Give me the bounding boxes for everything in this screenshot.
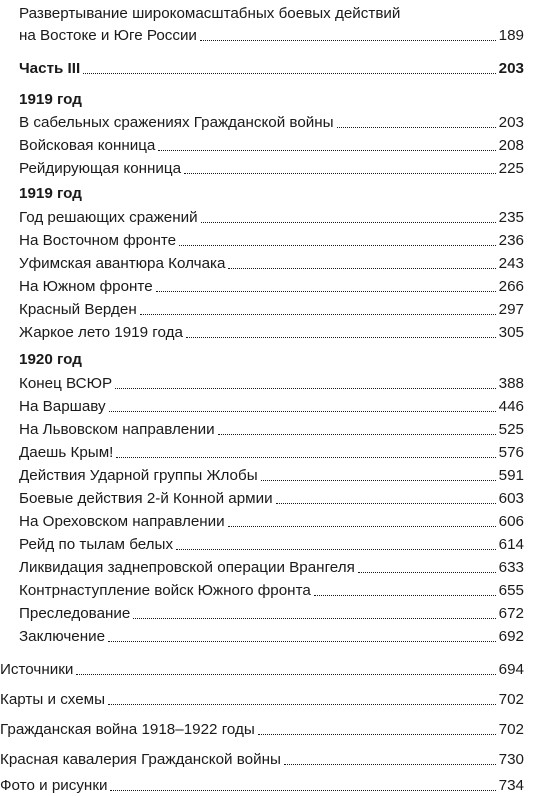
section-heading-text: 1920 год [19,351,82,368]
toc-entry-page: 591 [498,467,524,484]
toc-entry-title: Красный Верден [19,301,137,318]
toc-entry-page: 606 [498,513,524,530]
dot-leader [184,173,496,174]
dot-leader [201,222,496,223]
toc-entry[interactable] [19,462,524,485]
toc-entry-title: Действия Ударной группы Жлобы [19,467,258,484]
toc-entry-title: Рейд по тылам белых [19,536,174,553]
toc-entry[interactable] [19,109,524,132]
dot-leader [110,790,495,791]
toc-entry-title: Рейдирующая конница [19,160,182,177]
toc-entry[interactable] [19,531,524,554]
toc-entry[interactable] [19,132,524,155]
dot-leader [133,618,495,619]
toc-entry-page: 702 [498,721,524,738]
toc-entry[interactable] [19,416,524,439]
dot-leader [228,268,495,269]
dot-leader [109,411,496,412]
toc-entry-page: 446 [498,398,524,415]
toc-entry-title: Контрнаступление войск Южного фронта [19,582,311,599]
toc-entry-title: Конец ВСЮР [19,375,113,392]
toc-entry-title: В сабельных сражениях Гражданской войны [19,114,334,131]
toc-entry-title: Красная кавалерия Гражданской войны [0,751,281,768]
toc-entry[interactable] [19,439,524,462]
section-heading-text: 1919 год [19,185,82,202]
toc-entry[interactable] [19,250,524,273]
toc-entry-page: 243 [498,255,524,272]
toc-entry-part3[interactable] [19,55,524,78]
toc-entry-title: На Львовском направлении [19,421,215,438]
dot-leader [176,549,496,550]
toc-entry[interactable] [19,319,524,342]
toc-entry-page: 266 [498,278,524,295]
dot-leader [116,457,495,458]
dot-leader [218,434,496,435]
toc-entry[interactable] [19,554,524,577]
toc-entry-page: 225 [498,160,524,177]
dot-leader [314,595,496,596]
toc-entry-title: Даешь Крым! [19,444,114,461]
toc-entry-title: Жаркое лето 1919 года [19,324,183,341]
toc-entry-title: Год решающих сражений [19,209,198,226]
dot-leader [186,337,496,338]
toc-entry-page: 730 [498,751,524,768]
dot-leader [337,127,496,128]
toc-entry-title: Карты и схемы [0,691,106,708]
dot-leader [200,40,496,41]
toc-entry-page: 236 [498,232,524,249]
toc-entry-appendix[interactable] [0,716,524,739]
toc-entry-appendix[interactable] [0,772,524,795]
toc-entry-page: 692 [498,628,524,645]
toc-entry-page: 633 [498,559,524,576]
section-heading-1919-first [19,86,82,109]
toc-entry-page: 525 [498,421,524,438]
toc-intro-title-line1-text: Развертывание широкомасштабных боевых действий [19,5,401,22]
toc-entry[interactable] [19,577,524,600]
toc-entry[interactable] [19,227,524,250]
toc-entry-page: 614 [498,536,524,553]
toc-entry-title: Фото и рисунки [0,777,108,794]
toc-entry-page: 189 [498,27,524,44]
dot-leader [76,674,495,675]
toc-entry[interactable] [19,623,524,646]
dot-leader [115,388,496,389]
toc-entry-title: На Южном фронте [19,278,153,295]
dot-leader [284,764,496,765]
toc-entry-page: 734 [498,777,524,794]
toc-entry-page: 576 [498,444,524,461]
dot-leader [108,704,496,705]
toc-entry-page: 203 [498,114,524,131]
toc-entry-title: на Востоке и Юге России [19,27,197,44]
section-heading-1920 [19,346,82,369]
toc-entry-appendix[interactable] [0,656,524,679]
toc-entry[interactable] [19,508,524,531]
toc-entry-page: 603 [498,490,524,507]
toc-entry-page: 305 [498,324,524,341]
dot-leader [108,641,496,642]
dot-leader [358,572,496,573]
toc-intro-title-line1 [19,0,400,23]
dot-leader [261,480,496,481]
toc-entry-page: 235 [498,209,524,226]
toc-entry-title: Войсковая конница [19,137,156,154]
dot-leader [258,734,496,735]
toc-entry[interactable] [19,296,524,319]
toc-entry-appendix[interactable] [0,746,524,769]
toc-entry-title: Гражданская война 1918–1922 годы [0,721,255,738]
toc-entry-title: На Восточном фронте [19,232,177,249]
toc-entry-page: 672 [498,605,524,622]
toc-entry-page: 702 [498,691,524,708]
dot-leader [276,503,496,504]
toc-entry-title: На Варшаву [19,398,106,415]
toc-entry-appendix[interactable] [0,686,524,709]
toc-entry[interactable] [19,273,524,296]
toc-entry[interactable] [19,600,524,623]
toc-entry-title: Уфимская авантюра Колчака [19,255,226,272]
toc-entry-title: На Ореховском направлении [19,513,225,530]
dot-leader [158,150,495,151]
section-heading-text: 1919 год [19,91,82,108]
dot-leader [140,314,496,315]
toc-part-title: Часть III [19,60,81,77]
toc-entry-page: 655 [498,582,524,599]
toc-entry-page: 388 [498,375,524,392]
dot-leader [83,73,495,74]
section-heading-1919-second [19,180,82,203]
toc-entry-page: 694 [498,661,524,678]
toc-entry-page: 297 [498,301,524,318]
toc-entry-title: Преследование [19,605,131,622]
toc-part-page: 203 [498,60,524,77]
toc-entry[interactable] [19,485,524,508]
toc-entry[interactable] [19,370,524,393]
dot-leader [228,526,496,527]
toc-entry-title: Заключение [19,628,106,645]
toc-entry[interactable] [19,155,524,178]
toc-entry-intro[interactable] [19,22,524,45]
toc-entry-title: Ликвидация заднепровской операции Врангеля [19,559,355,576]
toc-entry-title: Боевые действия 2-й Конной армии [19,490,273,507]
toc-entry-page: 208 [498,137,524,154]
toc-entry[interactable] [19,393,524,416]
dot-leader [179,245,496,246]
toc-entry[interactable] [19,204,524,227]
toc-entry-title: Источники [0,661,74,678]
dot-leader [156,291,496,292]
